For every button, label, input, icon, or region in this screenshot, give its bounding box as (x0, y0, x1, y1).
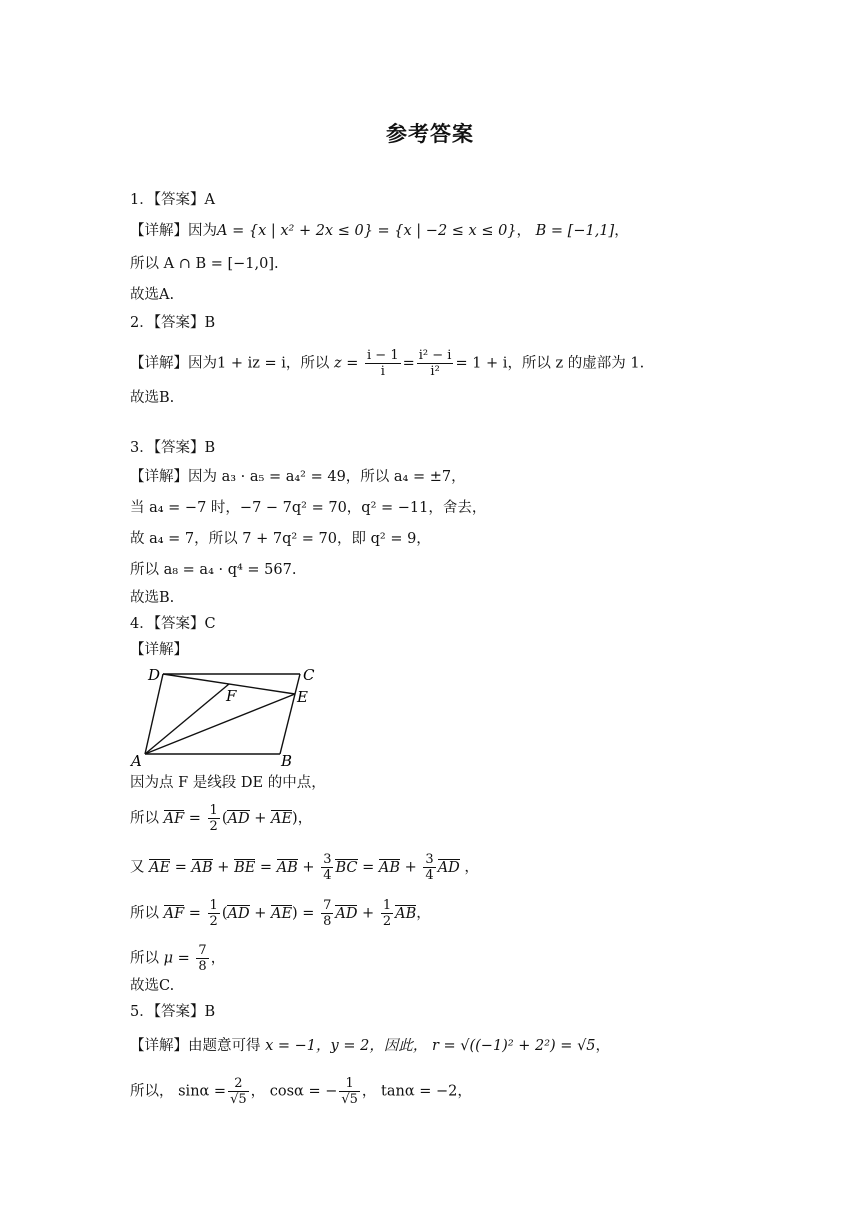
parallelogram-diagram (128, 662, 328, 772)
q2-eq1: 1 + iz = i (217, 355, 286, 372)
q3-line4: 所以 a₈ = a₄ · q⁴ = 567. (130, 562, 297, 578)
q2-result: = 1 + i (455, 355, 508, 372)
label-d: D (148, 666, 161, 684)
q2-frac2-den: i² (430, 364, 440, 379)
q3-line1: 【详解】因为 a₃ · a₅ = a₄² = 49，所以 a₄ = ±7， (130, 469, 466, 485)
q5-line1: 【详解】由题意可得 x = −1，y = 2，因此， r = √((−1)² + 2²) = √5， (130, 1038, 611, 1054)
q4-line2: 所以 AF = $\frac{1}{2}$ (AD + AE)， (130, 803, 313, 834)
label-a: A (131, 752, 142, 770)
q1-set-b: B = [−1,1] (535, 223, 615, 239)
q4-line3-prefix: 又 (130, 859, 145, 876)
edge-bc (280, 674, 300, 754)
q3-line3: 故 a₄ = 7，所以 7 + 7q² = 70，即 q² = 9， (130, 531, 431, 547)
segment-af (145, 684, 229, 754)
page-title: 参考答案 (386, 122, 474, 146)
q4-conclusion: 故选C. (130, 978, 175, 994)
q3-conclusion: 故选B. (130, 590, 175, 606)
segment-ae (145, 694, 295, 754)
q2-frac2-num: i² − i (418, 348, 452, 363)
q2-frac1-num: i − 1 (367, 348, 399, 363)
q5-sin: sinα = (178, 1083, 227, 1100)
q5-line2: 所以， sinα = $\frac{2}{√5}$ ， cosα = − $\frac{1}{√5}$ ， tanα = −2， (130, 1076, 472, 1107)
q1-line2: 所以 A ∩ B = [−1,0]. (130, 256, 279, 272)
label-c: C (303, 666, 315, 684)
q5-answer: 5．【答案】B (130, 1004, 216, 1020)
q4-line4: 所以 AF = $\frac{1}{2}$ (AD + AE) = $\frac{7}{8}$ AD + $\frac{1}{2}$ AB， (130, 898, 431, 929)
q4-line5-prefix: 所以 (130, 950, 159, 967)
q5-line2-prefix: 所以， (130, 1083, 174, 1100)
q5-line1-xy: x = −1，y = 2，因此， (265, 1038, 428, 1054)
q4-line4-prefix: 所以 (130, 905, 159, 922)
q2-frac1-den: i (380, 364, 385, 379)
q2-answer: 2．【答案】B (130, 315, 216, 331)
q5-line1-prefix: 【详解】由题意可得 (130, 1038, 261, 1054)
q4-line3: 又 AE = AB + BE = AB + $\frac{3}{4}$ BC = AB + $\frac{3}{4}$ AD ， (130, 852, 479, 883)
q2-detail: 【详解】因为1 + iz = i，所以 z = $\frac{i - 1}{i}$ = $\frac{\text{i² − i}}{\text{i²}}$ = 1 + i，所以 z 的虚部为 1. (130, 348, 645, 379)
q4-line1: 因为点 F 是线段 DE 的中点， (130, 775, 326, 791)
q1-conclusion: 故选A. (130, 287, 175, 303)
q4-line5: 所以 μ = $\frac{7}{8}$ ， (130, 943, 226, 974)
q1-set-a: A = {x | x² + 2x ≤ 0} = {x | −2 ≤ x ≤ 0} (217, 223, 517, 239)
q2-conclusion: 故选B. (130, 390, 175, 406)
q2-z: z = (333, 355, 359, 372)
q4-answer: 4．【答案】C (130, 616, 216, 632)
label-f: F (226, 687, 237, 705)
q1-detail: 【详解】因为A = {x | x² + 2x ≤ 0} = {x | −2 ≤ x ≤ 0}， B = [−1,1]， (130, 223, 629, 239)
q4-detail: 【详解】 (130, 642, 188, 658)
q2-tail: ，所以 z 的虚部为 1. (507, 355, 645, 372)
q5-tan: tanα = −2， (381, 1083, 472, 1100)
q2-frac1 (365, 348, 401, 379)
q4-mu: μ (163, 950, 174, 967)
q5-cos: cosα = − (269, 1083, 338, 1100)
label-b: B (281, 752, 293, 770)
q5-line1-r: r = √((−1)² + 2²) = √5 (431, 1038, 596, 1054)
q1-detail-prefix: 【详解】因为 (130, 223, 217, 239)
q3-line2: 当 a₄ = −7 时，−7 − 7q² = 70，q² = −11，舍去， (130, 500, 487, 516)
q1-answer: 1．【答案】A (130, 192, 215, 208)
q2-frac2 (417, 348, 454, 379)
label-e: E (297, 688, 308, 706)
q4-line2-prefix: 所以 (130, 810, 159, 827)
q2-mid: ，所以 (285, 355, 330, 372)
q3-answer: 3．【答案】B (130, 440, 216, 456)
q2-detail-prefix: 【详解】因为 (130, 355, 217, 372)
